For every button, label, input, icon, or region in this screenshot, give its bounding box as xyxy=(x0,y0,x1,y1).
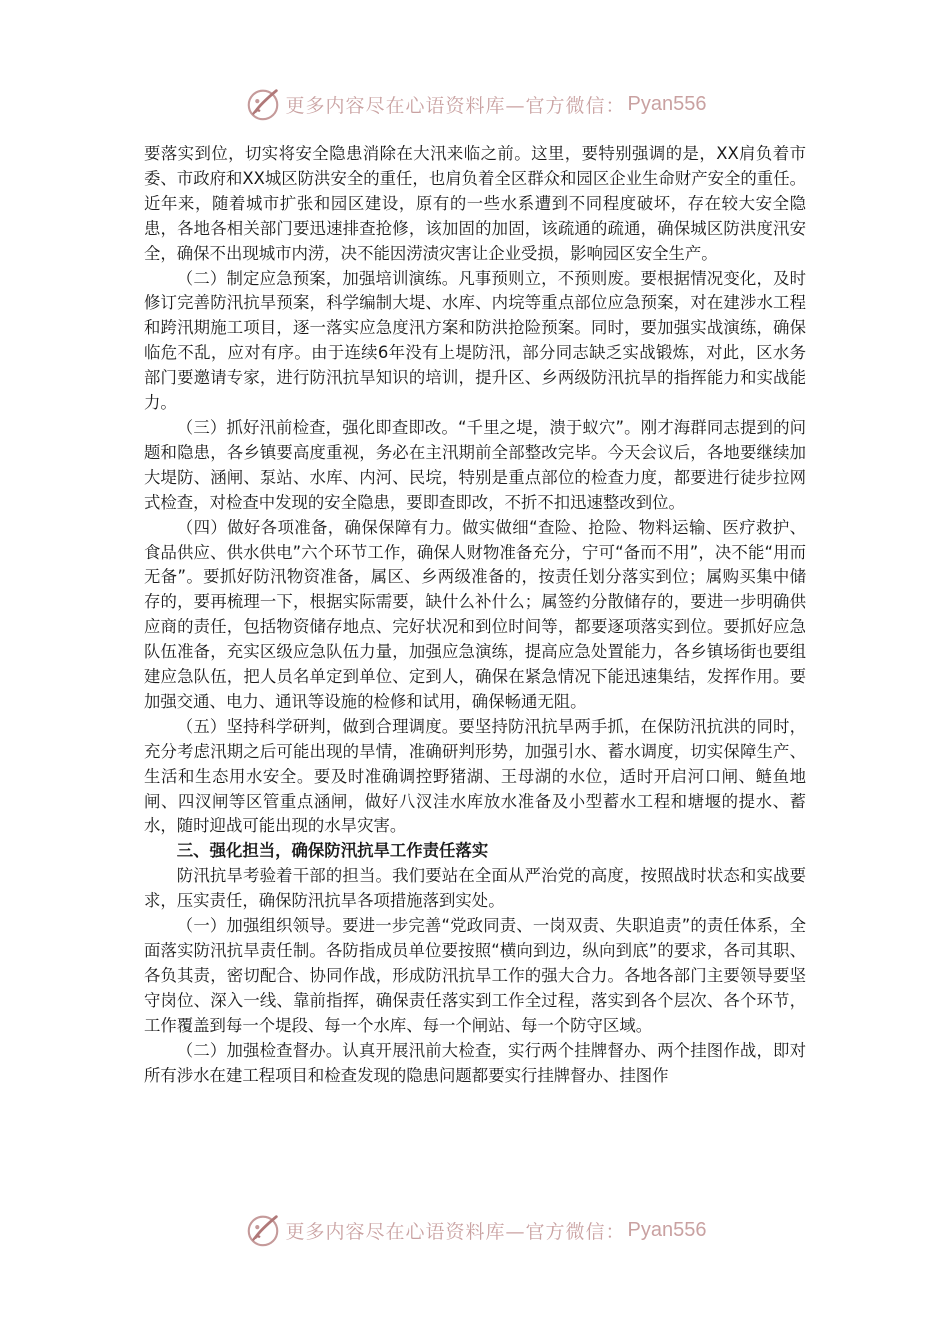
document-body xyxy=(144,142,806,1088)
paragraph-organization-leadership: （一）加强组织领导。要进一步完善“党政同责、一岗双责、失职追责”的责任体系，全面落实防汛抗旱责任制。各防指成员单位要按照“横向到边，纵向到底”的要求，各司其职、各负其责，密切配合、协同作战，形成防汛抗旱工作的强大合力。各地各部门主要领导要坚守岗位、深入一线、靠前指挥，确保责任落实到工作全过程，落实到各个层次、各个环节，工作覆盖到每一个堤段、每一个水库、每一个闸站、每一个防守区域。 xyxy=(144,916,806,1035)
watermark-wechat-id: Pyan556 xyxy=(627,92,707,115)
paragraph-scientific-dispatch: （五）坚持科学研判，做到合理调度。要坚持防汛抗旱两手抓，在保防汛抗洪的同时，充分考虑汛期之后可能出现的旱情，准确研判形势，加强引水、蓄水调度，切实保障生产、生活和生态用水安全。要及时准确调控野猪湖、王母湖的水位，适时开启河口闸、鲢鱼地闸、四汊闸等区管重点涵闸，做好八汊洼水库放水准备及小型蓄水工程和塘堰的提水、蓄水，随时迎战可能出现的水旱灾害。 xyxy=(144,716,806,836)
watermark-text: 更多内容尽在心语资料库—官方微信： xyxy=(285,94,626,117)
watermark-footer xyxy=(0,1210,950,1250)
watermark-header xyxy=(0,84,950,124)
paragraph-pre-flood-inspection: （三）抓好汛前检查，强化即查即改。“千里之堤，溃于蚁穴”。刚才海群同志提到的问题和隐患，各乡镇要高度重视，务必在主汛期前全部整改完毕。今天会议后，各地要继续加大堤防、涵闸、泵站、水库、内河、民垸，特别是重点部位的检查力度，都要进行徒步拉网式检查，对检查中发现的安全隐患，要即查即改，不折不扣迅速整改到位。 xyxy=(144,417,806,512)
paragraph-preparation: （四）做好各项准备，确保保障有力。做实做细“查险、抢险、物料运输、医疗救护、食品供应、供水供电”六个环节工作，确保人财物准备充分，宁可“备而不用”，决不能“用而无备”。要抓好防汛物资准备，属区、乡两级准备的，按责任划分落实到位；属购买集中储存的，要再梳理一下，根据实际需要，缺什么补什么；属签约分散储存的，要进一步明确供应商的责任，包括物资储存地点、完好状况和到位时间等，都要逐项落实到位。要抓好应急队伍准备，充实区级应急队伍力量，加强应急演练，提高应急处置能力，各乡镇场街也要组建应急队伍，把人员名单定到单位、定到人，确保在紧急情况下能迅速集结，发挥作用。要加强交通、电力、通讯等设施的检修和试用，确保畅通无阻。 xyxy=(144,517,806,711)
watermark-wechat-id: Pyan556 xyxy=(627,1218,707,1241)
paragraph-emergency-plan: （二）制定应急预案，加强培训演练。凡事预则立，不预则废。要根据情况变化，及时修订完善防汛抗旱预案，科学编制大堤、水库、内垸等重点部位应急预案，对在建涉水工程和跨汛期施工项目，逐一落实应急度汛方案和防洪抢险预案。同时，要加强实战演练，确保临危不乱，应对有序。由于连续6年没有上堤防汛，部分同志缺乏实战锻炼，对此，区水务部门要邀请专家，进行防汛抗旱知识的培训，提升区、乡两级防汛抗旱的指挥能力和实战能力。 xyxy=(144,268,806,413)
paragraph-section-intro: 防汛抗旱考验着干部的担当。我们要站在全面从严治党的高度，按照战时状态和实战要求，压实责任，确保防汛抗旱各项措施落到实处。 xyxy=(144,866,806,911)
brush-logo-icon xyxy=(244,85,282,123)
section-heading-three: 三、强化担当，确保防汛抗旱工作责任落实 xyxy=(176,841,489,861)
paragraph-continuation: 要落实到位，切实将安全隐患消除在大汛来临之前。这里，要特别强调的是，XX肩负着市委、市政府和XX城区防洪安全的重任，也肩负着全区群众和园区企业生命财产安全的重任。近年来，随着城市扩张和园区建设，原有的一些水系遭到不同程度破坏，存在较大安全隐患，各地各相关部门要迅速排查抢修，该加固的加固，该疏通的疏通，确保城区防洪度汛安全，确保不出现城市内涝，决不能因涝渍灾害让企业受损，影响园区安全生产。 xyxy=(144,144,806,263)
brush-logo-icon xyxy=(244,1211,282,1249)
paragraph-inspection-supervision: （二）加强检查督办。认真开展汛前大检查，实行两个挂牌督办、两个挂图作战，即对所有涉水在建工程项目和检查发现的隐患问题都要实行挂牌督办、挂图作 xyxy=(144,1040,806,1085)
watermark-text: 更多内容尽在心语资料库—官方微信： xyxy=(285,1220,626,1243)
